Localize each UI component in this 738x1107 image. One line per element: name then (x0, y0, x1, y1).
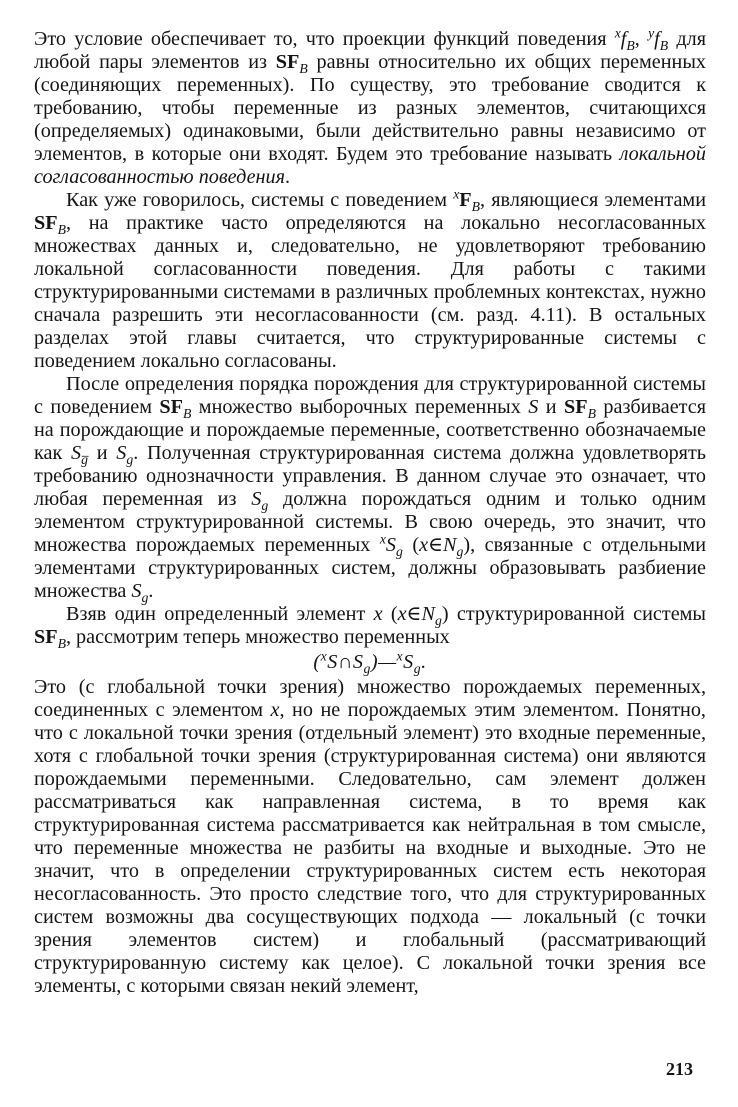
text-run: g (261, 498, 269, 514)
text-run: B (182, 406, 192, 422)
text-run: , рассмотрим теперь множество переменных (65, 626, 450, 648)
text-run: , (634, 28, 649, 50)
text-run: ), связанные с отдельными элементами структурированных систем, должны образовывать разбиение множества (34, 534, 706, 602)
page-body (34, 25, 707, 998)
text-run: S (403, 651, 414, 673)
text-run: , являющиеся элементами (480, 189, 706, 211)
text-run: ∈ (406, 603, 422, 625)
text-run: , на практике часто определяются на локально несогласованных множествах данных и, следовательно, не удовлетворяют требованию локальной согласованности поведения. Для работы с такими структурированными системами в различных проблемных контекстах, нужно сначала разрешить эти несогласованности (см. разд. 4.11). В остальных разделах этой главы считается, что структурированные системы с поведением локально согласованы. (34, 212, 706, 372)
text-run: Это условие обеспечивает то, что проекции функций поведения (34, 28, 615, 50)
paragraph-1 (34, 25, 707, 189)
text-run: S∩S (327, 651, 364, 673)
text-run: и (87, 442, 117, 464)
text-run: y (648, 25, 655, 41)
text-run: локальной согласованностью поведения (34, 143, 706, 188)
text-run: f (620, 28, 627, 50)
text-run: и (538, 396, 564, 418)
text-run: f (654, 28, 660, 50)
text-run: B (659, 38, 669, 54)
text-run: Это (с глобальной точки зрения) множество порождаемых переменных, соединенных с элементом (34, 676, 706, 721)
paragraph-5 (34, 676, 706, 998)
text-run: ( (382, 603, 398, 625)
text-run: )— (370, 651, 397, 673)
text-run: g (456, 544, 464, 560)
text-run: B (471, 199, 481, 215)
text-run: для любой пары элементов из (34, 28, 707, 73)
text-run: x (373, 603, 383, 625)
text-run: SF (564, 396, 588, 418)
text-run: S (528, 396, 539, 418)
text-run: После определения порядка порождения для структурированной системы с поведением (34, 373, 706, 418)
text-run: x (397, 603, 407, 625)
text-run: . (285, 166, 291, 188)
text-run: ) структурированной системы (441, 603, 706, 625)
text-run: ( (402, 534, 420, 556)
text-run: B (57, 222, 66, 238)
text-run: x (419, 534, 429, 556)
text-run: B (57, 636, 66, 652)
text-run: B (626, 38, 635, 54)
text-run: g (141, 590, 149, 606)
text-run: S (251, 488, 262, 510)
text-run: g (126, 452, 134, 468)
text-run: g̅ (81, 452, 88, 468)
text-run: g (434, 613, 442, 629)
text-run: S (71, 442, 82, 464)
text-run: ∈ (428, 534, 444, 556)
text-run: x (270, 699, 280, 721)
text-run: x (453, 186, 460, 202)
text-run: N (421, 603, 435, 625)
text-run: должна порождаться одним и только одним элементом структурированной системы. В свою очередь, это значит, что множества порождаемых переменных (34, 488, 706, 556)
paragraph-4 (34, 603, 706, 652)
page-number: 213 (666, 1059, 693, 1079)
text-run: B (299, 61, 308, 77)
text-run: множество выборочных переменных (191, 396, 529, 418)
text-run: SF (34, 212, 58, 234)
text-run: x (614, 25, 621, 41)
text-run: , но не порождаемых этим элементом. Понятно, что с локальной точки зрения (отдельный элемент) это входные переменные, хотя с глобальной точки зрения (структурированная система) они являются порождаемыми переменными. Следовательно, сам элемент должен рассматриваться как направленная система, в то время как структурированная система рассматривается как нейтральная в том смысле, что переменные множества не разбиты на входные и выходные. Это не значит, что в определении структурированных систем есть некоторая несогласованность. Это просто следствие того, что для структурированных систем возможны два сосуществующих подхода — локальный (с точки зрения элементов систем) и глобальный (рассматривающий структурированную систему как целое). С локальной точки зрения все элементы, с которыми связан некий элемент, (34, 699, 706, 997)
text-run: x (396, 648, 404, 664)
text-run: SF (159, 396, 183, 418)
text-run: g (413, 661, 422, 677)
text-run: SF (34, 626, 58, 648)
text-run: SF (275, 51, 300, 73)
text-run: . (421, 651, 427, 673)
text-run: F (459, 189, 472, 211)
text-run: g (363, 661, 371, 677)
text-run: Как уже говорилось, системы с поведением (66, 189, 454, 211)
paragraph-2 (34, 186, 706, 373)
text-run: . Полученная структурированная система должна удовлетворять требованию однозначности управления. В данном случае это означает, что любая переменная из (34, 442, 706, 510)
text-run: x (320, 648, 328, 664)
text-run: Взяв один определенный элемент (66, 603, 374, 625)
formula (34, 648, 706, 677)
text-run: B (587, 406, 596, 422)
text-run: N (443, 534, 457, 556)
text-run: x (379, 531, 386, 547)
text-run: ( (313, 651, 321, 673)
text-run: разбивается на порождающие и порождаемые переменные, соответственно обозначаемые как (34, 396, 706, 464)
text-run: S (385, 534, 396, 556)
paragraph-3 (34, 373, 706, 606)
text-run: . (148, 580, 154, 602)
text-run: равны относительно их общих переменных (соединяющих переменных). По существу, это требование сводится к требованию, чтобы переменные из разных элементов, считающихся (определяемых) одинаковыми, были действительно равны независимо от элементов, в которые они входят. Будем это требование называть (34, 51, 707, 165)
text-run: g (396, 544, 403, 560)
text-run: S (116, 442, 127, 464)
text-run: S (131, 580, 142, 602)
